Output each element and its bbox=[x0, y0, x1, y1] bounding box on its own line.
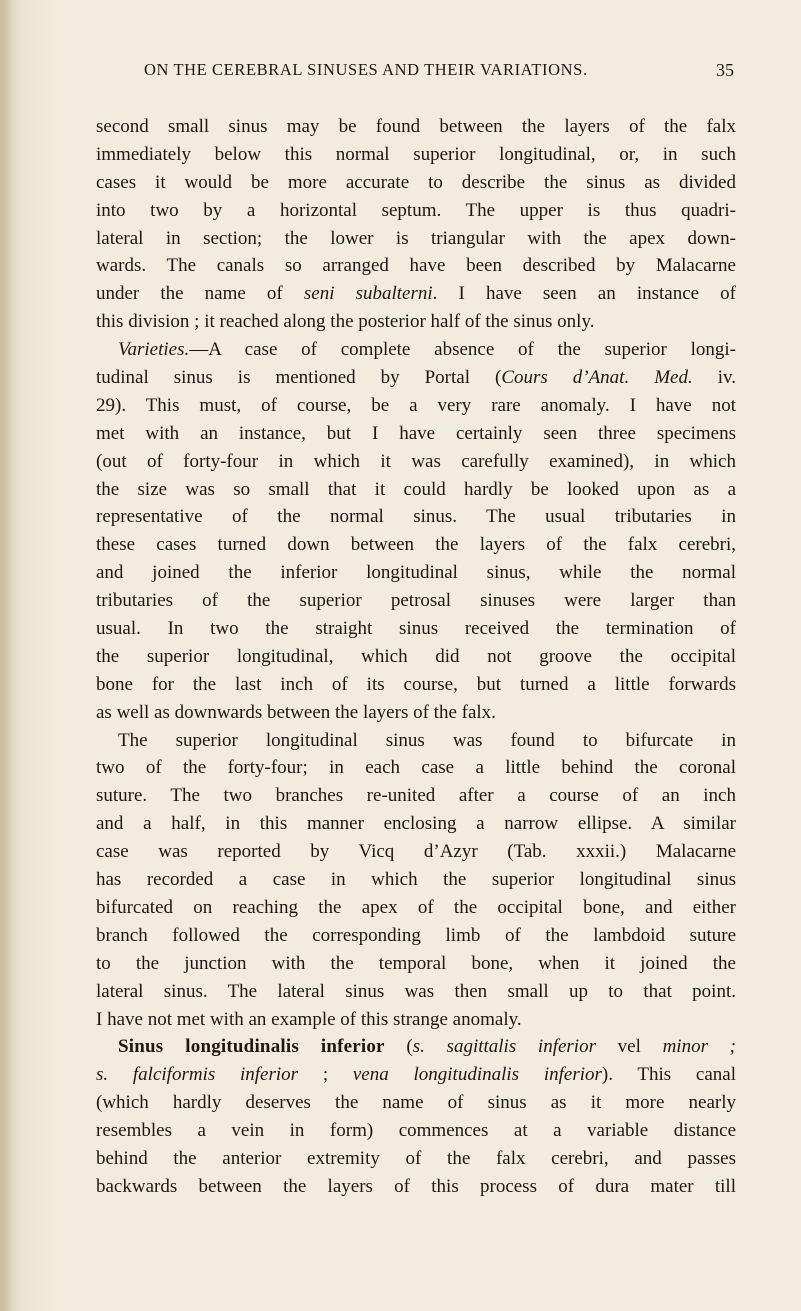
text-line-26: and a half, in this manner enclosing a narrow ellipse. A similar bbox=[96, 813, 736, 835]
text-line-38: behind the anterior extremity of the falx cerebri, and passes bbox=[96, 1147, 736, 1169]
text-line-27: case was reported by Vicq d’Azyr (Tab. xxxii.) Malacarne bbox=[96, 841, 736, 863]
text-line-15: representative of the normal sinus. The usual tributaries in bbox=[96, 506, 736, 528]
page-number: 35 bbox=[716, 60, 734, 80]
text-line-19: usual. In two the straight sinus received the termination of bbox=[96, 618, 736, 640]
text-line-1: second small sinus may be found between the layers of the falx bbox=[96, 116, 736, 137]
text-line-23: The superior longitudinal sinus was found to bifurcate in bbox=[118, 729, 736, 751]
text-line-14: the size was so small that it could hardly be looked upon as a bbox=[96, 478, 736, 500]
text-line-7: under the name of seni subalterni. I have seen an instance of bbox=[96, 283, 736, 305]
text-line-25: suture. The two branches re-united after a course of an inch bbox=[96, 785, 736, 807]
body-text bbox=[96, 113, 736, 1201]
text-line-2: immediately below this normal superior longitudinal, or, in such bbox=[96, 143, 736, 165]
text-line-3: cases it would be more accurate to describe the sinus as divided bbox=[96, 171, 736, 193]
text-line-13: (out of forty-four in which it was carefully examined), in which bbox=[96, 450, 736, 472]
running-head: ON THE CEREBRAL SINUSES AND THEIR VARIATIONS. bbox=[144, 60, 588, 79]
text-line-36: (which hardly deserves the name of sinus as it more nearly bbox=[96, 1092, 736, 1114]
text-line-16: these cases turned down between the layers of the falx cerebri, bbox=[96, 534, 736, 556]
text-line-32: lateral sinus. The lateral sinus was then small up to that point. bbox=[96, 980, 736, 1002]
text-line-8: this division ; it reached along the posterior half of the sinus only. bbox=[96, 311, 595, 333]
text-line-33: I have not met with an example of this strange anomaly. bbox=[96, 1008, 522, 1030]
text-line-30: branch followed the corresponding limb of the lambdoid suture bbox=[96, 924, 736, 946]
text-line-21: bone for the last inch of its course, but turned a little forwards bbox=[96, 673, 736, 695]
text-line-4: into two by a horizontal septum. The upper is thus quadri- bbox=[96, 199, 736, 221]
text-line-20: the superior longitudinal, which did not groove the occipital bbox=[96, 645, 736, 667]
text-line-37: resembles a vein in form) commences at a variable distance bbox=[96, 1120, 736, 1142]
text-line-39: backwards between the layers of this process of dura mater till bbox=[96, 1175, 736, 1197]
text-line-12: met with an instance, but I have certainly seen three specimens bbox=[96, 422, 736, 444]
page-header bbox=[144, 60, 734, 86]
text-line-29: bifurcated on reaching the apex of the occipital bone, and either bbox=[96, 896, 736, 918]
text-line-22: as well as downwards between the layers of the falx. bbox=[96, 701, 496, 723]
text-line-11: 29). This must, of course, be a very rare anomaly. I have not bbox=[96, 394, 736, 416]
text-line-35: s. falciformis inferior ; vena longitudinalis inferior). This canal bbox=[96, 1064, 736, 1086]
text-line-9: Varieties.—A case of complete absence of the superior longi- bbox=[118, 339, 736, 361]
text-line-10: tudinal sinus is mentioned by Portal (Cours d’Anat. Med. iv. bbox=[96, 367, 736, 389]
text-line-31: to the junction with the temporal bone, when it joined the bbox=[96, 952, 736, 974]
text-line-6: wards. The canals so arranged have been described by Malacarne bbox=[96, 255, 736, 277]
binding-gutter-shadow bbox=[0, 0, 14, 1311]
text-line-18: tributaries of the superior petrosal sinuses were larger than bbox=[96, 590, 736, 612]
text-line-28: has recorded a case in which the superior longitudinal sinus bbox=[96, 869, 736, 891]
text-line-24: two of the forty-four; in each case a little behind the coronal bbox=[96, 757, 736, 779]
text-line-17: and joined the inferior longitudinal sinus, while the normal bbox=[96, 562, 736, 584]
text-line-34: Sinus longitudinalis inferior (s. sagittalis inferior vel minor ; bbox=[118, 1036, 736, 1058]
text-line-5: lateral in section; the lower is triangular with the apex down- bbox=[96, 227, 736, 249]
